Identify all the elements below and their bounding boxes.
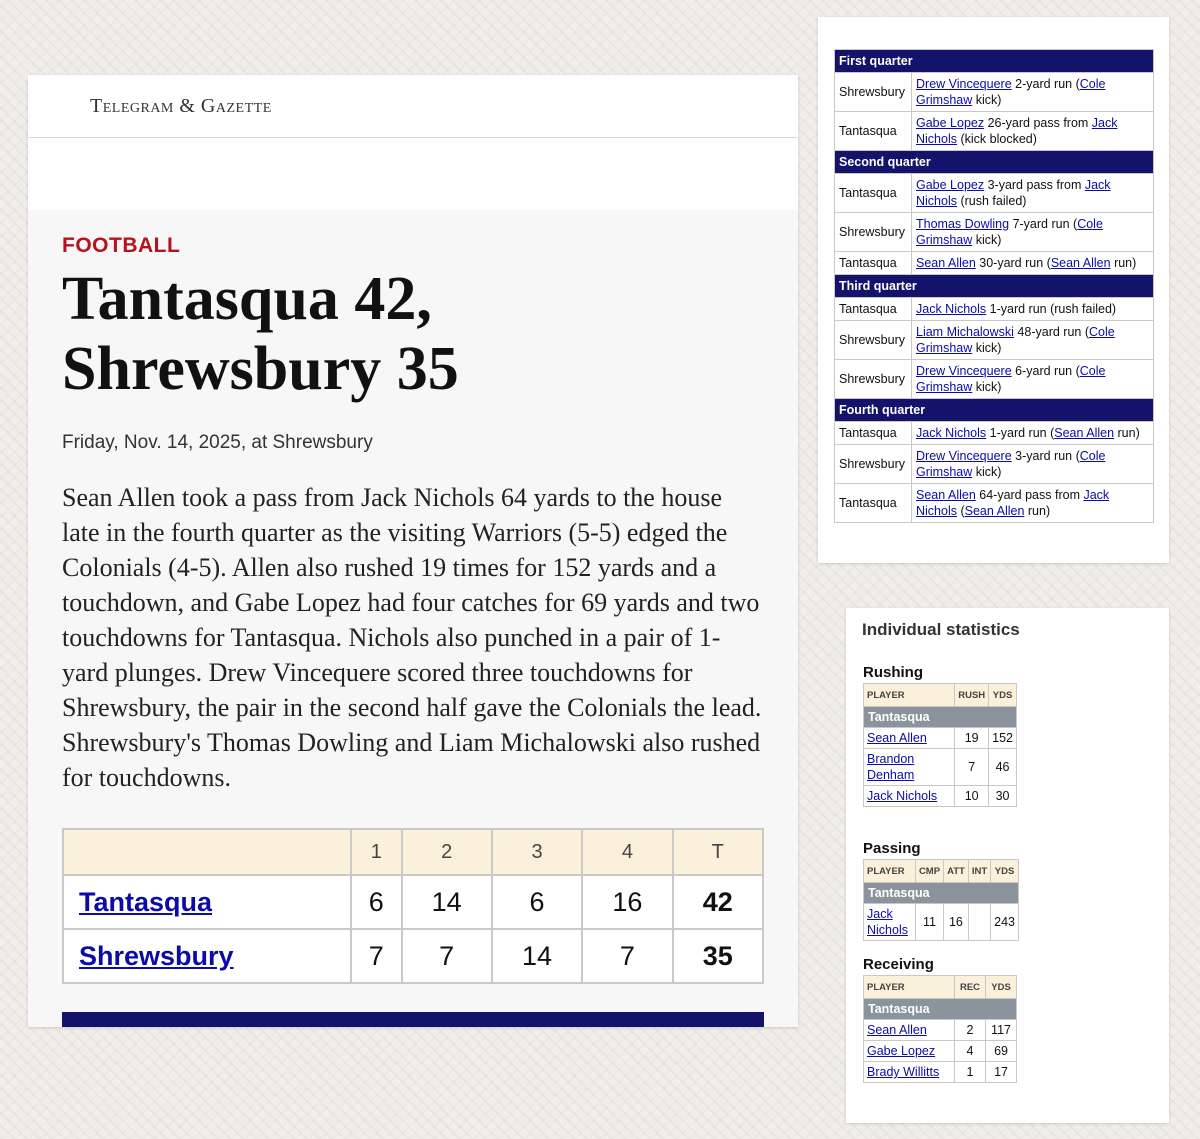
scoring-play xyxy=(912,484,1154,523)
linescore-header-q4: 4 xyxy=(582,829,672,875)
article-content xyxy=(28,210,798,1027)
play-description: ( xyxy=(957,504,965,518)
stat-value: 2 xyxy=(954,1020,985,1041)
stat-value: 46 xyxy=(989,749,1017,786)
article-card xyxy=(28,75,798,1027)
player-cell xyxy=(864,728,955,749)
player-link[interactable]: Cole Grimshaw xyxy=(916,77,1106,107)
ad-placeholder xyxy=(28,138,798,210)
player-link[interactable]: Gabe Lopez xyxy=(916,116,985,130)
player-link[interactable]: Brandon Denham xyxy=(867,752,915,782)
player-link[interactable]: Jack Nichols xyxy=(916,178,1111,208)
player-link[interactable]: Cole Grimshaw xyxy=(916,364,1106,394)
play-description: kick) xyxy=(972,380,1002,394)
play-description: 3-yard run ( xyxy=(1011,449,1080,463)
scoring-team: Tantasqua xyxy=(835,112,912,151)
stat-row xyxy=(864,728,1017,749)
passing-heading: Passing xyxy=(863,840,921,857)
quarter-score: 14 xyxy=(492,929,582,983)
player-link[interactable]: Jack Nichols xyxy=(867,907,908,937)
scoring-play-row xyxy=(835,174,1154,213)
scoring-play-row xyxy=(835,422,1154,445)
linescore-header-team xyxy=(63,829,351,875)
scoring-play-row xyxy=(835,298,1154,321)
rushing-table xyxy=(863,683,1017,807)
player-cell xyxy=(864,1041,955,1062)
scoring-play xyxy=(912,422,1154,445)
linescore-table xyxy=(62,828,764,984)
scoring-team: Shrewsbury xyxy=(835,360,912,399)
stat-value: 16 xyxy=(944,904,969,941)
play-description: kick) xyxy=(972,465,1002,479)
player-link[interactable]: Sean Allen xyxy=(1050,256,1111,270)
play-description: 64-yard pass from xyxy=(975,488,1084,502)
player-link[interactable]: Jack Nichols xyxy=(916,488,1110,518)
player-link[interactable]: Cole Grimshaw xyxy=(916,325,1115,355)
player-link[interactable]: Drew Vincequere xyxy=(916,449,1012,463)
player-link[interactable]: Liam Michalowski xyxy=(916,325,1014,339)
team-group-row xyxy=(864,883,1019,904)
player-link[interactable]: Jack Nichols xyxy=(916,426,987,440)
quarter-title: First quarter xyxy=(835,50,1154,73)
stat-row xyxy=(864,904,1019,941)
play-description: 3-yard pass from xyxy=(984,178,1085,192)
site-logo[interactable]: Telegram & Gazette xyxy=(90,94,272,117)
dateline: Friday, Nov. 14, 2025, at Shrewsbury xyxy=(62,432,373,453)
receiving-table xyxy=(863,975,1017,1083)
player-link[interactable]: Cole Grimshaw xyxy=(916,217,1103,247)
quarter-score: 6 xyxy=(351,875,402,929)
masthead xyxy=(28,75,798,138)
receiving-heading: Receiving xyxy=(863,956,934,973)
quarter-header-row xyxy=(835,399,1154,422)
linescore-row xyxy=(63,929,763,983)
receiving-header-row xyxy=(864,976,1017,999)
linescore-header-q1: 1 xyxy=(351,829,402,875)
stat-value: 19 xyxy=(955,728,989,749)
team-link[interactable]: Shrewsbury xyxy=(79,940,234,971)
play-description: 1-yard run ( xyxy=(986,426,1055,440)
rushing-heading: Rushing xyxy=(863,664,923,681)
linescore-header-total: T xyxy=(673,829,763,875)
linescore-team-cell xyxy=(63,875,351,929)
scoring-play xyxy=(912,73,1154,112)
stat-value: 69 xyxy=(986,1041,1017,1062)
stat-value: 1 xyxy=(954,1062,985,1083)
total-score: 35 xyxy=(673,929,763,983)
team-group-label: Tantasqua xyxy=(864,707,1017,728)
play-description: run) xyxy=(1114,426,1140,440)
player-link[interactable]: Drew Vincequere xyxy=(916,364,1012,378)
linescore-row xyxy=(63,875,763,929)
game-summary: Sean Allen took a pass from Jack Nichols 64 yards to the house late in the fourth quarter as the visiting Warriors (5-5) edged the Colonials (4-5). Allen also rushed 19 times for 152 yards and a touchdown, and Gabe Lopez had four catches for 69 yards and two touchdowns for Tantasqua. Nichols also punched in a pair of 1-yard plunges. Drew Vincequere scored three touchdowns for Shrewsbury, the pair in the second half gave the Colonials the lead. Shrewsbury's Thomas Dowling and Liam Michalowski also rushed for touchdowns. xyxy=(62,483,762,792)
player-link[interactable]: Cole Grimshaw xyxy=(916,449,1106,479)
quarter-header-row xyxy=(835,151,1154,174)
quarter-title: Second quarter xyxy=(835,151,1154,174)
stat-row xyxy=(864,749,1017,786)
column-header: PLAYER xyxy=(864,976,955,999)
player-link[interactable]: Thomas Dowling xyxy=(916,217,1010,231)
column-header: REC xyxy=(954,976,985,999)
player-link[interactable]: Drew Vincequere xyxy=(916,77,1012,91)
play-description: run) xyxy=(1110,256,1137,270)
rushing-header-row xyxy=(864,684,1017,707)
scoring-team: Tantasqua xyxy=(835,422,912,445)
player-link[interactable]: Sean Allen xyxy=(916,256,976,270)
linescore-header-q2: 2 xyxy=(402,829,492,875)
scoring-team: Tantasqua xyxy=(835,298,912,321)
stat-value: 7 xyxy=(955,749,989,786)
navy-divider xyxy=(62,1012,764,1027)
scoring-play xyxy=(912,174,1154,213)
player-link[interactable]: Brady Willitts xyxy=(867,1065,940,1079)
quarter-title: Third quarter xyxy=(835,275,1154,298)
stat-value: 11 xyxy=(915,904,943,941)
player-cell xyxy=(864,904,916,941)
stat-value: 243 xyxy=(991,904,1019,941)
quarter-title: Fourth quarter xyxy=(835,399,1154,422)
team-group-label: Tantasqua xyxy=(864,883,1019,904)
player-cell xyxy=(864,1062,955,1083)
team-group-row xyxy=(864,707,1017,728)
scoring-team: Shrewsbury xyxy=(835,445,912,484)
player-link[interactable]: Sean Allen xyxy=(867,1023,927,1037)
player-link[interactable]: Sean Allen xyxy=(916,488,976,502)
play-description: 1-yard run (rush failed) xyxy=(986,302,1117,316)
column-header: YDS xyxy=(986,976,1017,999)
column-header: RUSH xyxy=(955,684,989,707)
stat-value: 30 xyxy=(989,786,1017,807)
linescore-header-row xyxy=(63,829,763,875)
scoring-play xyxy=(912,112,1154,151)
passing-table xyxy=(863,859,1019,941)
scoring-team: Tantasqua xyxy=(835,174,912,213)
stat-value: 10 xyxy=(955,786,989,807)
player-link[interactable]: Jack Nichols xyxy=(916,302,987,316)
player-cell xyxy=(864,1020,955,1041)
stat-value: 17 xyxy=(986,1062,1017,1083)
stat-value xyxy=(968,904,990,941)
scoring-play-row xyxy=(835,484,1154,523)
stat-row xyxy=(864,1041,1017,1062)
column-header: PLAYER xyxy=(864,684,955,707)
play-description: 26-yard pass from xyxy=(984,116,1092,130)
player-link[interactable]: Jack Nichols xyxy=(867,789,938,803)
scoring-team: Tantasqua xyxy=(835,484,912,523)
scoring-play-row xyxy=(835,321,1154,360)
play-description: run) xyxy=(1024,504,1051,518)
play-description: kick) xyxy=(972,93,1002,107)
page-title xyxy=(62,264,764,404)
quarter-score: 6 xyxy=(492,875,582,929)
scoring-play-row xyxy=(835,445,1154,484)
play-description: kick) xyxy=(972,233,1002,247)
player-link[interactable]: Sean Allen xyxy=(964,504,1025,518)
player-link[interactable]: Jack Nichols xyxy=(916,116,1118,146)
quarter-score: 7 xyxy=(402,929,492,983)
quarter-score: 16 xyxy=(582,875,672,929)
column-header: PLAYER xyxy=(864,860,916,883)
column-header: CMP xyxy=(915,860,943,883)
scoring-play xyxy=(912,213,1154,252)
stat-row xyxy=(864,786,1017,807)
stat-value: 4 xyxy=(954,1041,985,1062)
stat-row xyxy=(864,1062,1017,1083)
play-description: kick) xyxy=(972,341,1002,355)
scoring-summary-table xyxy=(834,49,1154,523)
team-group-label: Tantasqua xyxy=(864,999,1017,1020)
scoring-team: Tantasqua xyxy=(835,252,912,275)
section-label[interactable]: FOOTBALL xyxy=(62,234,181,257)
column-header: YDS xyxy=(989,684,1017,707)
stat-value: 152 xyxy=(989,728,1017,749)
player-link[interactable]: Sean Allen xyxy=(867,731,927,745)
player-link[interactable]: Gabe Lopez xyxy=(916,178,985,192)
individual-stats-card xyxy=(846,608,1169,1123)
total-score: 42 xyxy=(673,875,763,929)
headline-line-1: Tantasqua 42, xyxy=(62,265,432,333)
team-link[interactable]: Tantasqua xyxy=(79,886,213,917)
scoring-play xyxy=(912,321,1154,360)
scoring-summary-card xyxy=(818,17,1169,563)
play-description: 6-yard run ( xyxy=(1011,364,1080,378)
scoring-play xyxy=(912,445,1154,484)
stat-value: 117 xyxy=(986,1020,1017,1041)
scoring-play xyxy=(912,298,1154,321)
quarter-score: 14 xyxy=(402,875,492,929)
player-cell xyxy=(864,749,955,786)
team-group-row xyxy=(864,999,1017,1020)
player-link[interactable]: Sean Allen xyxy=(1054,426,1115,440)
scoring-play-row xyxy=(835,112,1154,151)
scoring-play-row xyxy=(835,213,1154,252)
quarter-score: 7 xyxy=(351,929,402,983)
play-description: 48-yard run ( xyxy=(1013,325,1089,339)
column-header: YDS xyxy=(991,860,1019,883)
player-cell xyxy=(864,786,955,807)
scoring-team: Shrewsbury xyxy=(835,73,912,112)
quarter-score: 7 xyxy=(582,929,672,983)
play-description: (rush failed) xyxy=(957,194,1027,208)
scoring-play xyxy=(912,252,1154,275)
quarter-header-row xyxy=(835,275,1154,298)
headline-line-2: Shrewsbury 35 xyxy=(62,335,459,403)
play-description: (kick blocked) xyxy=(957,132,1037,146)
scoring-play-row xyxy=(835,73,1154,112)
play-description: 30-yard run ( xyxy=(975,256,1051,270)
passing-header-row xyxy=(864,860,1019,883)
scoring-play-row xyxy=(835,360,1154,399)
play-description: 7-yard run ( xyxy=(1009,217,1078,231)
linescore-header-q3: 3 xyxy=(492,829,582,875)
scoring-team: Shrewsbury xyxy=(835,213,912,252)
play-description: 2-yard run ( xyxy=(1011,77,1080,91)
quarter-header-row xyxy=(835,50,1154,73)
column-header: INT xyxy=(968,860,990,883)
stats-title: Individual statistics xyxy=(862,620,1020,639)
column-header: ATT xyxy=(944,860,969,883)
stat-row xyxy=(864,1020,1017,1041)
scoring-play xyxy=(912,360,1154,399)
linescore-team-cell xyxy=(63,929,351,983)
player-link[interactable]: Gabe Lopez xyxy=(867,1044,936,1058)
scoring-play-row xyxy=(835,252,1154,275)
scoring-team: Shrewsbury xyxy=(835,321,912,360)
